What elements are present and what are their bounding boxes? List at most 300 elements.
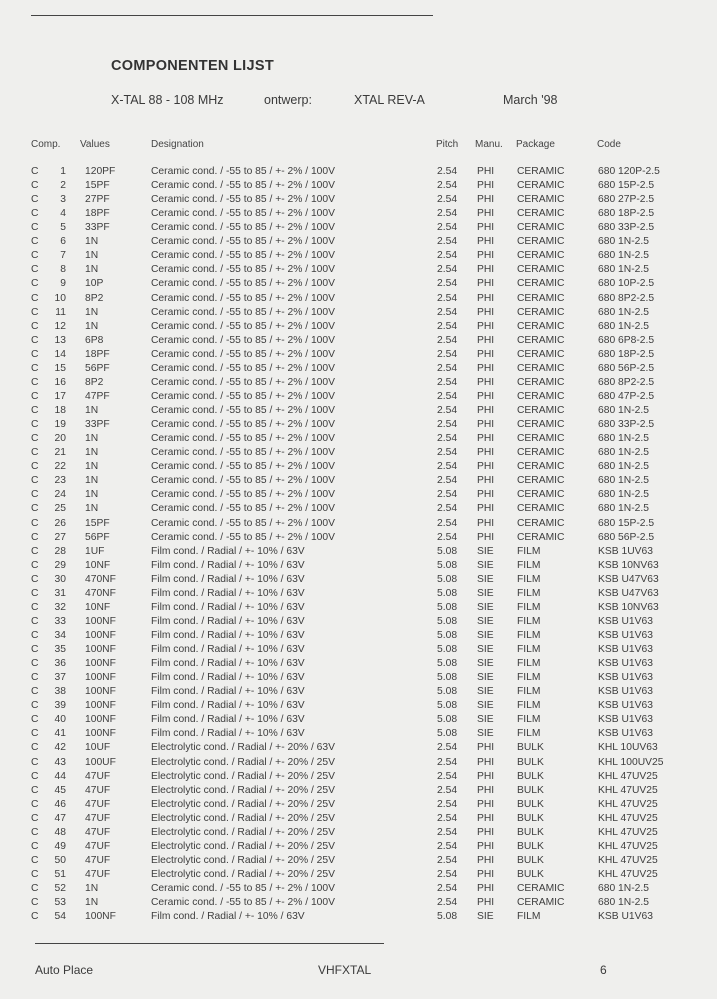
component-number: 36	[54, 658, 66, 670]
component-prefix: C	[31, 854, 39, 866]
component-number: 54	[54, 911, 66, 923]
component-number: 41	[54, 728, 66, 740]
component-number: 7	[60, 250, 66, 262]
component-code: KHL 47UV25	[598, 798, 658, 810]
component-pitch: 2.54	[437, 854, 458, 866]
component-designation: Ceramic cond. / -55 to 85 / +- 2% / 100V	[151, 897, 336, 909]
component-pitch: 2.54	[437, 742, 458, 754]
component-pitch: 2.54	[437, 405, 458, 417]
component-prefix: C	[31, 447, 39, 459]
component-manufacturer: PHI	[477, 531, 495, 543]
table-row	[0, 208, 717, 222]
component-package: BULK	[517, 812, 544, 824]
component-code: 680 1N-2.5	[598, 883, 649, 895]
component-package: CERAMIC	[517, 433, 565, 445]
component-pitch: 2.54	[437, 236, 458, 248]
component-pitch: 5.08	[437, 545, 458, 557]
component-value: 1N	[85, 306, 99, 318]
component-pitch: 2.54	[437, 278, 458, 290]
component-number: 6	[60, 236, 66, 248]
table-row	[0, 236, 717, 250]
component-number: 47	[54, 812, 66, 824]
component-code: KHL 47UV25	[598, 854, 658, 866]
component-package: CERAMIC	[517, 883, 565, 895]
component-code: 680 1N-2.5	[598, 475, 649, 487]
component-code: KSB U1V63	[598, 644, 653, 656]
component-code: 680 15P-2.5	[598, 517, 655, 529]
table-row	[0, 616, 717, 630]
component-code: KSB U1V63	[598, 629, 653, 641]
component-package: CERAMIC	[517, 362, 565, 374]
component-number: 49	[54, 840, 66, 852]
component-manufacturer: PHI	[477, 264, 495, 276]
component-code: KSB U1V63	[598, 714, 653, 726]
component-manufacturer: PHI	[477, 306, 495, 318]
component-package: FILM	[517, 714, 541, 726]
component-pitch: 2.54	[437, 250, 458, 262]
component-pitch: 2.54	[437, 812, 458, 824]
component-value: 1N	[85, 489, 99, 501]
component-number: 15	[54, 362, 66, 374]
component-number: 17	[54, 390, 66, 402]
component-manufacturer: PHI	[477, 236, 495, 248]
component-pitch: 5.08	[437, 911, 458, 923]
component-package: FILM	[517, 644, 541, 656]
component-designation: Film cond. / Radial / +- 10% / 63V	[151, 601, 305, 613]
component-number: 23	[54, 475, 66, 487]
component-package: FILM	[517, 601, 541, 613]
table-row	[0, 489, 717, 503]
component-designation: Film cond. / Radial / +- 10% / 63V	[151, 629, 305, 641]
component-prefix: C	[31, 390, 39, 402]
component-number: 40	[54, 714, 66, 726]
table-row	[0, 771, 717, 785]
component-designation: Electrolytic cond. / Radial / +- 20% / 63V	[151, 742, 336, 754]
component-code: KSB 1UV63	[598, 545, 653, 557]
component-manufacturer: PHI	[477, 854, 495, 866]
component-number: 33	[54, 615, 66, 627]
component-number: 2	[60, 180, 66, 192]
component-code: 680 1N-2.5	[598, 503, 649, 515]
component-prefix: C	[31, 573, 39, 585]
component-package: CERAMIC	[517, 447, 565, 459]
component-number: 35	[54, 644, 66, 656]
component-prefix: C	[31, 320, 39, 332]
component-value: 100NF	[85, 911, 116, 923]
component-pitch: 2.54	[437, 461, 458, 473]
component-pitch: 5.08	[437, 573, 458, 585]
component-code: 680 56P-2.5	[598, 362, 655, 374]
component-number: 44	[54, 770, 66, 782]
component-value: 8P2	[85, 376, 104, 388]
component-prefix: C	[31, 475, 39, 487]
component-number: 22	[54, 461, 66, 473]
component-designation: Ceramic cond. / -55 to 85 / +- 2% / 100V	[151, 334, 336, 346]
component-package: CERAMIC	[517, 334, 565, 346]
component-designation: Ceramic cond. / -55 to 85 / +- 2% / 100V	[151, 376, 336, 388]
table-row	[0, 377, 717, 391]
component-prefix: C	[31, 362, 39, 374]
component-designation: Ceramic cond. / -55 to 85 / +- 2% / 100V	[151, 194, 336, 206]
component-package: CERAMIC	[517, 292, 565, 304]
component-pitch: 2.54	[437, 194, 458, 206]
component-prefix: C	[31, 756, 39, 768]
component-number: 43	[54, 756, 66, 768]
component-pitch: 2.54	[437, 306, 458, 318]
table-row	[0, 461, 717, 475]
component-package: CERAMIC	[517, 390, 565, 402]
table-row	[0, 813, 717, 827]
component-pitch: 2.54	[437, 517, 458, 529]
component-value: 100NF	[85, 658, 116, 670]
component-code: KHL 10UV63	[598, 742, 658, 754]
component-manufacturer: SIE	[477, 601, 494, 613]
component-code: 680 1N-2.5	[598, 897, 649, 909]
component-pitch: 5.08	[437, 686, 458, 698]
component-number: 10	[54, 292, 66, 304]
component-manufacturer: PHI	[477, 770, 495, 782]
component-manufacturer: PHI	[477, 447, 495, 459]
component-package: CERAMIC	[517, 517, 565, 529]
component-pitch: 5.08	[437, 728, 458, 740]
component-pitch: 2.54	[437, 869, 458, 880]
component-value: 1N	[85, 320, 99, 332]
component-code: KHL 47UV25	[598, 826, 658, 838]
component-manufacturer: PHI	[477, 461, 495, 473]
component-number: 37	[54, 672, 66, 684]
component-code: KSB U1V63	[598, 658, 653, 670]
component-package: FILM	[517, 629, 541, 641]
component-manufacturer: PHI	[477, 278, 495, 290]
component-value: 100NF	[85, 714, 116, 726]
table-row	[0, 714, 717, 728]
component-manufacturer: SIE	[477, 714, 494, 726]
table-row	[0, 264, 717, 278]
component-package: BULK	[517, 756, 544, 768]
component-number: 18	[54, 405, 66, 417]
component-prefix: C	[31, 686, 39, 698]
component-number: 52	[54, 883, 66, 895]
component-code: 680 120P-2.5	[598, 166, 660, 177]
top-rule	[31, 15, 433, 16]
component-manufacturer: PHI	[477, 883, 495, 895]
component-manufacturer: PHI	[477, 784, 495, 796]
component-number: 5	[60, 222, 66, 234]
component-code: 680 1N-2.5	[598, 433, 649, 445]
footer-left: Auto Place	[35, 963, 94, 977]
component-value: 1N	[85, 405, 99, 417]
component-prefix: C	[31, 629, 39, 641]
component-package: FILM	[517, 545, 541, 557]
component-pitch: 5.08	[437, 587, 458, 599]
component-manufacturer: SIE	[477, 700, 494, 712]
header-designation: Designation	[151, 139, 204, 150]
component-manufacturer: SIE	[477, 686, 494, 698]
component-value: 8P2	[85, 292, 104, 304]
table-row	[0, 700, 717, 714]
component-number: 20	[54, 433, 66, 445]
component-value: 1N	[85, 264, 99, 276]
component-pitch: 2.54	[437, 320, 458, 332]
component-number: 25	[54, 503, 66, 515]
component-value: 100NF	[85, 700, 116, 712]
component-pitch: 2.54	[437, 798, 458, 810]
component-value: 10NF	[85, 601, 111, 613]
component-value: 47UF	[85, 826, 111, 838]
component-value: 1N	[85, 503, 99, 515]
subtitle-design: XTAL REV-A	[354, 93, 425, 107]
component-value: 47UF	[85, 840, 111, 852]
component-number: 3	[60, 194, 66, 206]
table-row	[0, 560, 717, 574]
component-pitch: 5.08	[437, 644, 458, 656]
component-manufacturer: PHI	[477, 756, 495, 768]
component-number: 19	[54, 419, 66, 431]
component-prefix: C	[31, 728, 39, 740]
component-manufacturer: PHI	[477, 222, 495, 234]
component-value: 10UF	[85, 742, 111, 754]
component-pitch: 2.54	[437, 390, 458, 402]
component-code: 680 1N-2.5	[598, 320, 649, 332]
component-code: KSB U1V63	[598, 686, 653, 698]
component-code: KHL 47UV25	[598, 784, 658, 796]
component-package: BULK	[517, 840, 544, 852]
component-value: 100UF	[85, 756, 116, 768]
component-value: 100NF	[85, 615, 116, 627]
component-value: 27PF	[85, 194, 110, 206]
component-manufacturer: PHI	[477, 869, 495, 880]
table-row	[0, 855, 717, 869]
subtitle-date: March '98	[503, 93, 558, 107]
component-code: 680 1N-2.5	[598, 306, 649, 318]
component-designation: Ceramic cond. / -55 to 85 / +- 2% / 100V	[151, 883, 336, 895]
component-package: CERAMIC	[517, 180, 565, 192]
component-package: FILM	[517, 911, 541, 923]
component-designation: Electrolytic cond. / Radial / +- 20% / 25V	[151, 826, 336, 838]
component-code: 680 33P-2.5	[598, 419, 655, 431]
component-value: 1N	[85, 250, 99, 262]
component-package: BULK	[517, 742, 544, 754]
table-row	[0, 518, 717, 532]
table-row	[0, 602, 717, 616]
component-designation: Electrolytic cond. / Radial / +- 20% / 25V	[151, 756, 336, 768]
component-pitch: 2.54	[437, 840, 458, 852]
component-package: CERAMIC	[517, 461, 565, 473]
component-designation: Ceramic cond. / -55 to 85 / +- 2% / 100V	[151, 306, 336, 318]
component-number: 29	[54, 559, 66, 571]
component-designation: Film cond. / Radial / +- 10% / 63V	[151, 545, 305, 557]
component-prefix: C	[31, 348, 39, 360]
component-manufacturer: SIE	[477, 629, 494, 641]
component-manufacturer: SIE	[477, 911, 494, 923]
component-code: KHL 47UV25	[598, 869, 658, 880]
component-number: 11	[55, 306, 66, 318]
component-package: CERAMIC	[517, 376, 565, 388]
component-value: 1UF	[85, 545, 105, 557]
component-code: 680 1N-2.5	[598, 236, 649, 248]
component-pitch: 2.54	[437, 362, 458, 374]
component-package: BULK	[517, 784, 544, 796]
component-code: KSB U1V63	[598, 700, 653, 712]
component-prefix: C	[31, 292, 39, 304]
component-prefix: C	[31, 770, 39, 782]
component-code: 680 27P-2.5	[598, 194, 655, 206]
component-designation: Electrolytic cond. / Radial / +- 20% / 25V	[151, 798, 336, 810]
table-row	[0, 278, 717, 292]
component-code: 680 1N-2.5	[598, 461, 649, 473]
header-package: Package	[516, 139, 555, 150]
component-value: 15PF	[85, 517, 110, 529]
component-designation: Ceramic cond. / -55 to 85 / +- 2% / 100V	[151, 433, 336, 445]
component-value: 470NF	[85, 573, 116, 585]
component-number: 27	[54, 531, 66, 543]
component-package: CERAMIC	[517, 320, 565, 332]
component-value: 10P	[85, 278, 104, 290]
component-pitch: 2.54	[437, 770, 458, 782]
component-manufacturer: PHI	[477, 194, 495, 206]
component-code: 680 10P-2.5	[598, 278, 655, 290]
component-manufacturer: PHI	[477, 166, 495, 177]
component-prefix: C	[31, 601, 39, 613]
component-value: 6P8	[85, 334, 104, 346]
component-designation: Electrolytic cond. / Radial / +- 20% / 25V	[151, 869, 336, 880]
component-prefix: C	[31, 236, 39, 248]
component-designation: Ceramic cond. / -55 to 85 / +- 2% / 100V	[151, 517, 336, 529]
component-pitch: 5.08	[437, 559, 458, 571]
component-code: KHL 47UV25	[598, 770, 658, 782]
component-prefix: C	[31, 166, 39, 177]
table-row	[0, 503, 717, 517]
table-row	[0, 433, 717, 447]
component-value: 1N	[85, 897, 99, 909]
component-manufacturer: PHI	[477, 433, 495, 445]
component-value: 15PF	[85, 180, 110, 192]
component-prefix: C	[31, 714, 39, 726]
table-row	[0, 222, 717, 236]
component-code: 680 18P-2.5	[598, 348, 655, 360]
component-designation: Film cond. / Radial / +- 10% / 63V	[151, 728, 305, 740]
component-designation: Ceramic cond. / -55 to 85 / +- 2% / 100V	[151, 503, 336, 515]
component-code: KSB 10NV63	[598, 559, 659, 571]
table-row	[0, 630, 717, 644]
component-code: 680 8P2-2.5	[598, 376, 655, 388]
component-code: 680 8P2-2.5	[598, 292, 655, 304]
component-designation: Ceramic cond. / -55 to 85 / +- 2% / 100V	[151, 531, 336, 543]
component-manufacturer: PHI	[477, 405, 495, 417]
table-row	[0, 897, 717, 911]
component-prefix: C	[31, 644, 39, 656]
component-manufacturer: PHI	[477, 798, 495, 810]
component-number: 42	[54, 742, 66, 754]
component-package: CERAMIC	[517, 194, 565, 206]
component-value: 33PF	[85, 222, 110, 234]
table-row	[0, 293, 717, 307]
component-manufacturer: PHI	[477, 348, 495, 360]
component-designation: Ceramic cond. / -55 to 85 / +- 2% / 100V	[151, 250, 336, 262]
component-designation: Film cond. / Radial / +- 10% / 63V	[151, 911, 305, 923]
component-designation: Ceramic cond. / -55 to 85 / +- 2% / 100V	[151, 419, 336, 431]
component-designation: Ceramic cond. / -55 to 85 / +- 2% / 100V	[151, 461, 336, 473]
component-designation: Ceramic cond. / -55 to 85 / +- 2% / 100V	[151, 320, 336, 332]
component-value: 100NF	[85, 629, 116, 641]
component-value: 1N	[85, 433, 99, 445]
header-values: Values	[80, 139, 110, 150]
table-row	[0, 672, 717, 686]
component-prefix: C	[31, 911, 39, 923]
component-pitch: 2.54	[437, 166, 458, 177]
table-row	[0, 588, 717, 602]
component-prefix: C	[31, 700, 39, 712]
component-value: 18PF	[85, 208, 110, 220]
component-prefix: C	[31, 180, 39, 192]
component-code: KHL 47UV25	[598, 840, 658, 852]
component-code: KSB U1V63	[598, 728, 653, 740]
component-manufacturer: SIE	[477, 559, 494, 571]
component-package: CERAMIC	[517, 405, 565, 417]
component-designation: Ceramic cond. / -55 to 85 / +- 2% / 100V	[151, 236, 336, 248]
component-number: 14	[54, 348, 66, 360]
component-value: 100NF	[85, 644, 116, 656]
component-code: KSB U1V63	[598, 615, 653, 627]
component-value: 1N	[85, 461, 99, 473]
component-manufacturer: SIE	[477, 728, 494, 740]
component-number: 46	[54, 798, 66, 810]
component-number: 32	[54, 601, 66, 613]
component-package: CERAMIC	[517, 278, 565, 290]
table-row	[0, 728, 717, 742]
component-package: CERAMIC	[517, 264, 565, 276]
component-manufacturer: PHI	[477, 390, 495, 402]
component-manufacturer: PHI	[477, 826, 495, 838]
component-manufacturer: SIE	[477, 658, 494, 670]
component-designation: Film cond. / Radial / +- 10% / 63V	[151, 672, 305, 684]
component-value: 1N	[85, 447, 99, 459]
component-value: 100NF	[85, 672, 116, 684]
component-code: KSB U1V63	[598, 911, 653, 923]
component-prefix: C	[31, 405, 39, 417]
component-manufacturer: PHI	[477, 742, 495, 754]
component-number: 51	[54, 869, 66, 880]
component-pitch: 2.54	[437, 292, 458, 304]
component-designation: Ceramic cond. / -55 to 85 / +- 2% / 100V	[151, 292, 336, 304]
component-code: 680 33P-2.5	[598, 222, 655, 234]
header-pitch: Pitch	[436, 139, 459, 150]
component-designation: Ceramic cond. / -55 to 85 / +- 2% / 100V	[151, 390, 336, 402]
component-number: 12	[54, 320, 66, 332]
component-designation: Film cond. / Radial / +- 10% / 63V	[151, 559, 305, 571]
component-designation: Ceramic cond. / -55 to 85 / +- 2% / 100V	[151, 166, 336, 177]
table-row	[0, 166, 717, 180]
component-number: 9	[60, 278, 66, 290]
table-row	[0, 869, 717, 883]
component-designation: Electrolytic cond. / Radial / +- 20% / 25V	[151, 840, 336, 852]
component-pitch: 5.08	[437, 700, 458, 712]
component-package: FILM	[517, 728, 541, 740]
component-pitch: 2.54	[437, 376, 458, 388]
component-designation: Film cond. / Radial / +- 10% / 63V	[151, 587, 305, 599]
component-designation: Film cond. / Radial / +- 10% / 63V	[151, 658, 305, 670]
component-pitch: 2.54	[437, 419, 458, 431]
component-manufacturer: PHI	[477, 812, 495, 824]
table-row	[0, 686, 717, 700]
component-package: FILM	[517, 587, 541, 599]
component-value: 56PF	[85, 362, 110, 374]
component-prefix: C	[31, 222, 39, 234]
table-row	[0, 405, 717, 419]
component-code: 680 1N-2.5	[598, 250, 649, 262]
component-pitch: 2.54	[437, 756, 458, 768]
table-row	[0, 757, 717, 771]
